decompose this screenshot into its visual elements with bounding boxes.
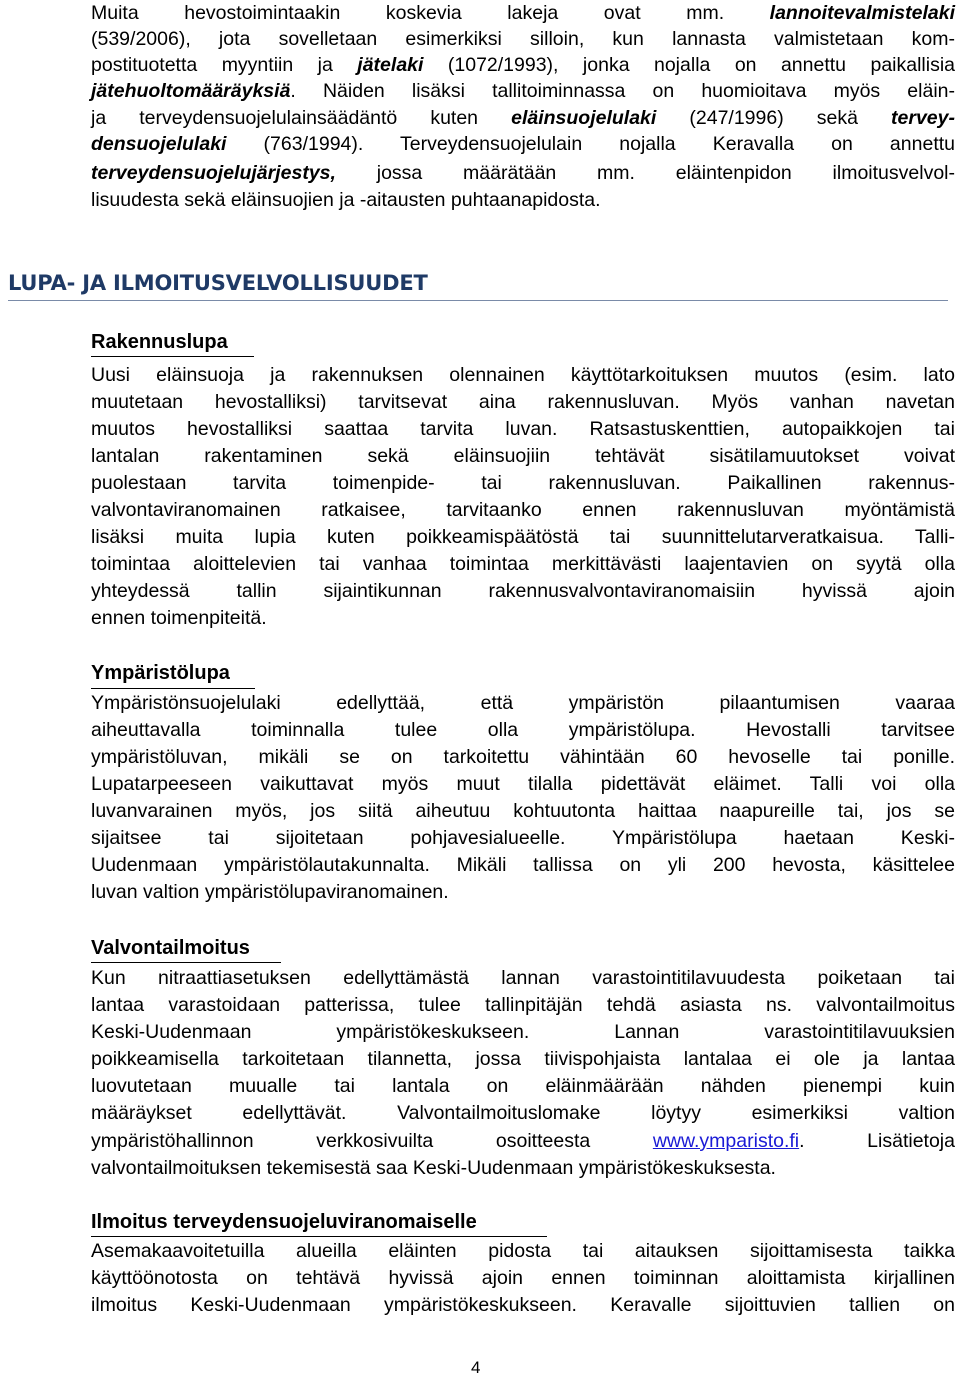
law-name: jätelaki xyxy=(357,54,424,76)
text-run: (763/1994). Terveydensuojelulain nojalla Keravalla on annettu xyxy=(226,133,955,155)
paragraph-line: poikkeamisella tarkoitetaan tilannetta, jossa tiivispohjaista lantalaa ei ole ja lantaa xyxy=(91,1048,955,1070)
paragraph-line: lisäksi muita lupia kuten poikkeamispäätöstä tai suunnittelutarveratkaisua. Talli- xyxy=(91,526,955,548)
paragraph-line: Uusi eläinsuoja ja rakennuksen olennainen käyttötarkoituksen muutos (esim. lato xyxy=(91,364,955,386)
paragraph-line: luvan valtion ympäristölupaviranomainen. xyxy=(91,881,449,903)
text-run: (1072/1993), jonka nojalla on annettu paikallisia xyxy=(423,54,956,76)
paragraph-line: Kun nitraattiasetuksen edellyttämästä lannan varastointitilavuudesta poiketaan tai xyxy=(91,967,955,989)
text-run: postituotetta myyntiin ja xyxy=(91,54,358,76)
paragraph-line: Ympäristönsuojelulaki edellyttää, että ympäristön pilaantumisen vaaraa xyxy=(91,692,955,714)
valvontailmoitus-link-line xyxy=(91,1128,955,1154)
law-name: terveydensuojelujärjestys, xyxy=(91,162,336,184)
paragraph-line: ympäristöluvan, mikäli se on tarkoitettu vähintään 60 hevoselle tai ponille. xyxy=(91,746,955,768)
intro-line-3 xyxy=(91,52,955,78)
valvontailmoitus-heading: Valvontailmoitus xyxy=(91,937,250,959)
law-name: lannoitevalmistelaki xyxy=(769,2,955,24)
paragraph-line: luvanvarainen myös, jos siitä aiheutuu kohtuutonta haittaa naapureille tai, jos se xyxy=(91,800,955,822)
text-run: Muita hevostoimintaakin koskevia lakeja ovat mm. xyxy=(91,2,770,24)
paragraph-line: ilmoitus Keski-Uudenmaan ympäristökeskukseen. Keravalle sijoittuvien tallien on xyxy=(91,1294,955,1316)
paragraph-line: Keski-Uudenmaan ympäristökeskukseen. Lannan varastointitilavuuksien xyxy=(91,1021,955,1043)
paragraph-line: luovutetaan muualle tai lantala on eläinmäärään nähden pienempi kuin xyxy=(91,1075,955,1097)
text-run: . Näiden lisäksi tallitoiminnassa on huomioitava myös eläin- xyxy=(290,80,955,102)
intro-line-4 xyxy=(91,78,955,104)
law-name: jätehuoltomääräyksiä xyxy=(91,80,291,102)
paragraph-line: lantaa varastoidaan patterissa, tulee tallinpitäjän tehdä asiasta ns. valvontailmoitus xyxy=(91,994,955,1016)
ymparistolupa-heading: Ympäristölupa xyxy=(91,662,230,684)
paragraph-line: käyttöönotosta on tehtävä hyvissä ajoin ennen toiminnan aloittamista kirjallinen xyxy=(91,1267,955,1289)
heading-underline xyxy=(91,962,281,963)
paragraph-line: toimintaa aloittelevien tai vanhaa toimintaa merkittävästi laajentavien on syytä olla xyxy=(91,553,955,575)
text-run: (247/1996) sekä xyxy=(656,107,892,129)
paragraph-line: määräykset edellyttävät. Valvontailmoituslomake löytyy esimerkiksi valtion xyxy=(91,1102,955,1124)
rakennuslupa-heading: Rakennuslupa xyxy=(91,331,228,353)
law-name: densuojelulaki xyxy=(91,133,227,155)
intro-line-5 xyxy=(91,105,955,131)
intro-line-1 xyxy=(91,0,955,26)
intro-line-8: lisuudesta sekä eläinsuojien ja -aitausten puhtaanapidosta. xyxy=(91,189,601,211)
law-name: tervey- xyxy=(891,107,955,129)
paragraph-line: muutetaan hevostalliksi) tarvitsevat aina rakennusluvan. Myös vanhan navetan xyxy=(91,391,955,413)
paragraph-line: lantalan rakentaminen sekä eläinsuojiin tehtävät sisätilamuutokset voivat xyxy=(91,445,955,467)
paragraph-line: Lupatarpeeseen vaikuttavat myös muut tilalla pidettävät eläimet. Talli voi olla xyxy=(91,773,955,795)
ymparisto-link[interactable]: www.ymparisto.fi xyxy=(652,1130,800,1152)
section-heading: LUPA- JA ILMOITUSVELVOLLISUUDET xyxy=(8,268,948,301)
paragraph-line: ennen toimenpiteitä. xyxy=(91,607,267,629)
paragraph-line: puolestaan tarvita toimenpide- tai rakennusluvan. Paikallinen rakennus- xyxy=(91,472,955,494)
intro-line-7 xyxy=(91,160,955,186)
paragraph-line: Uudenmaan ympäristölautakunnalta. Mikäli tallissa on yli 200 hevosta, käsittelee xyxy=(91,854,955,876)
paragraph-line: muutos hevostalliksi saattaa tarvita luvan. Ratsastuskenttien, autopaikkojen tai xyxy=(91,418,955,440)
page-number: 4 xyxy=(471,1358,481,1377)
text-run: ympäristöhallinnon verkkosivuilta osoitteesta xyxy=(91,1130,653,1152)
paragraph-line: aiheuttavalla toiminnalla tulee olla ympäristölupa. Hevostalli tarvitsee xyxy=(91,719,955,741)
ilmoitus-heading: Ilmoitus terveydensuojeluviranomaiselle xyxy=(91,1211,477,1233)
intro-line-2: (539/2006), jota sovelletaan esimerkiksi silloin, kun lannasta valmistetaan kom- xyxy=(91,28,955,50)
paragraph-line: Asemakaavoitetuilla alueilla eläinten pidosta tai aitauksen sijoittamisesta taikka xyxy=(91,1240,955,1262)
text-run: ja terveydensuojelulainsäädäntö kuten xyxy=(91,107,512,129)
text-run: . Lisätietoja xyxy=(799,1130,955,1152)
paragraph-line: valvontaviranomainen ratkaisee, tarvitaanko ennen rakennusluvan myöntämistä xyxy=(91,499,955,521)
paragraph-line: yhteydessä tallin sijaintikunnan rakennusvalvontaviranomaisiin hyvissä ajoin xyxy=(91,580,955,602)
valvontailmoitus-last-line: valvontailmoituksen tekemisestä saa Keski-Uudenmaan ympäristökeskuksesta. xyxy=(91,1157,776,1179)
paragraph-line: sijaitsee tai sijoitetaan pohjavesialueelle. Ympäristölupa haetaan Keski- xyxy=(91,827,955,849)
law-name: eläinsuojelulaki xyxy=(511,107,657,129)
text-run: jossa määrätään mm. eläintenpidon ilmoitusvelvol- xyxy=(335,162,955,184)
intro-line-6 xyxy=(91,131,955,157)
heading-underline xyxy=(91,356,254,357)
